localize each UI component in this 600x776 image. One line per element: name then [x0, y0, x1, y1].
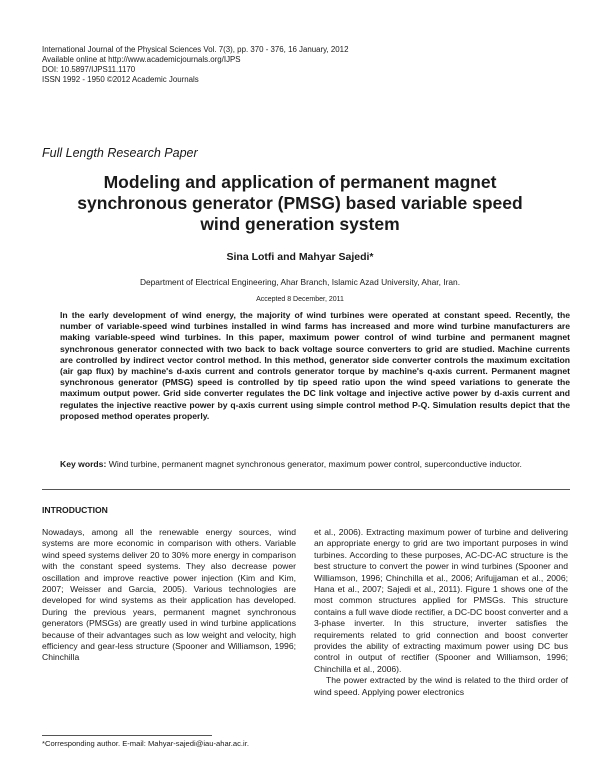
keywords-label: Key words:	[60, 459, 107, 469]
keywords	[60, 459, 570, 470]
affiliation: Department of Electrical Engineering, Ahar Branch, Islamic Azad University, Ahar, Iran.	[139, 277, 461, 287]
abstract: In the early development of wind energy, the majority of wind turbines were operated at constant speed. Recently, the number of variable-speed wind turbines installed in wind farms has increased and more wind turbine manufacturers are making variable-speed wind turbines. In this paper, maximum power control of wind turbine and permanent magnet synchronous generator connected with two back to back voltage source converters to grid are studied. Machine currents are controlled by indirect vector control method. In this method, generator side converter controls the maximum excitation (air gap flux) by machine's d-axis current and controls generator torque by machine's q-axis current. Permanent magnet synchronous generator (PMSG) speed is controlled by tip speed ratio upon the wind speed variations to generate the maximum output power. Grid side converter regulates the DC link voltage and injective active power by d-axis current and regulates the injective reactive power by q-axis current using simple control method P-Q. Simulation results depict that the proposed method operates properly.	[60, 310, 570, 421]
footnote: *Corresponding author. E-mail: Mahyar-sajedi@iau-ahar.ac.ir.	[42, 739, 249, 748]
section-heading: INTRODUCTION	[42, 505, 108, 515]
journal-issn: ISSN 1992 - 1950 ©2012 Academic Journals	[42, 75, 199, 84]
footnote-divider	[42, 735, 212, 736]
left-column-paragraph: Nowadays, among all the renewable energy sources, wind systems are more economic in comparison with others. Variable wind speed systems deliver 20 to 30% more energy in comparison with the constant speed systems. They also decrease power oscillation and improve reactive power injection (Kim and Kim, 2007; Weisser and Garcia, 2005). Various technologies are developed for wind systems as their application has developed. During the previous years, permanent magnet synchronous generators (PMSGs) are greatly used in wind turbine applications because of their advantages such as low weight and velocity, high efficiency and gear-less structure (Spooner and Williamson, 1996; Chinchilla	[42, 527, 296, 663]
journal-info	[42, 45, 348, 85]
accepted-date: Accepted 8 December, 2011	[256, 296, 344, 303]
journal-doi: DOI: 10.5897/IJPS11.1170	[42, 65, 136, 74]
section-divider	[42, 489, 570, 490]
right-column-paragraph-2: The power extracted by the wind is related to the third order of wind speed. Applying power electronics	[314, 675, 568, 697]
paper-type: Full Length Research Paper	[42, 146, 198, 160]
authors: Sina Lotfi and Mahyar Sajedi*	[226, 251, 374, 263]
paper-title: Modeling and application of permanent magnet synchronous generator (PMSG) based variable speed wind generation system	[77, 172, 523, 234]
right-column-paragraph-1: et al., 2006). Extracting maximum power of turbine and delivering an appropriate energy to grid are two important purposes in wind turbines. According to these purposes, AC-DC-AC structure is the best structure to convert the power in wind turbines (Spooner and Williamson, 1996; Chinchilla et al., 2006; Arifujjaman et al., 2006; Hana et al., 2007; Sajedi et al., 2011). Figure 1 shows one of the most common structures applied for PMSGs. This structure contains a full wave diode rectifier, a DC-DC boost converter and a 3-phase inverter. In this structure, inverter satisfies the requirements related to grid connection and boost converter provides the ability of extracting maximum power using DC bus control in output of rectifier (Spooner and Williamson, 1996; Chinchilla et al., 2006).	[314, 527, 568, 674]
right-column	[314, 527, 568, 698]
left-column	[42, 527, 296, 664]
journal-citation: International Journal of the Physical Sciences Vol. 7(3), pp. 370 - 376, 16 January, 2012	[42, 45, 349, 54]
journal-url: Available online at http://www.academicjournals.org/IJPS	[42, 55, 241, 64]
keywords-text: Wind turbine, permanent magnet synchronous generator, maximum power control, superconductive inductor.	[108, 459, 522, 469]
